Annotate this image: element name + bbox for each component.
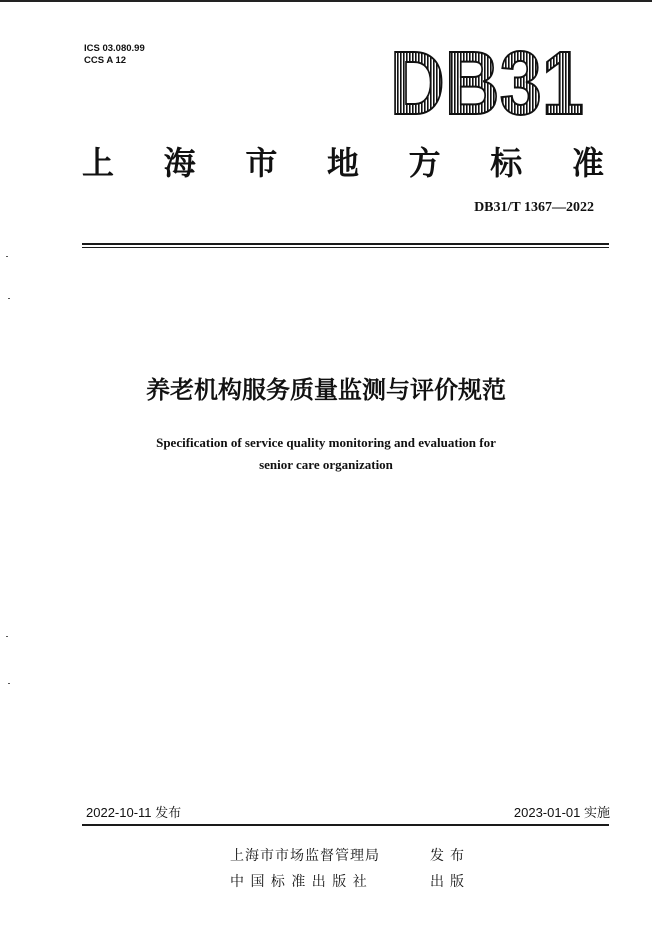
- db31-logo-text: DB31: [390, 34, 584, 134]
- db31-logo: [388, 34, 588, 134]
- scan-speck: [8, 683, 10, 684]
- english-title-line1: Specification of service quality monitoring and evaluation for: [156, 435, 496, 450]
- top-border: [0, 0, 652, 2]
- chinese-title: 养老机构服务质量监测与评价规范: [146, 376, 506, 404]
- classification-codes: [84, 43, 145, 67]
- title-char: 上: [82, 144, 115, 182]
- scan-speck: [6, 636, 8, 637]
- publisher-org: 中 国 标 准 出 版 社: [230, 874, 368, 890]
- header-divider: [82, 243, 609, 245]
- implementation-date: 2023-01-01 实施: [513, 805, 610, 820]
- publisher-row: [230, 843, 470, 869]
- title-char: 地: [326, 144, 359, 182]
- ccs-code: CCS A 12: [84, 55, 127, 66]
- scan-speck: [6, 256, 8, 257]
- publisher-block: [230, 843, 470, 895]
- title-char: 标: [490, 144, 523, 182]
- publisher-role: 出版: [430, 874, 470, 890]
- header-divider-thin: [82, 247, 609, 248]
- scan-speck: [8, 298, 10, 299]
- publisher-org: 上海市市场监督管理局: [230, 848, 380, 864]
- ics-code: ICS 03.080.99: [84, 43, 145, 54]
- standard-type-title: [82, 138, 604, 184]
- english-title: [0, 432, 652, 476]
- issue-date: 2022-10-11 发布: [86, 805, 182, 820]
- standard-number: DB31/T 1367—2022: [474, 200, 594, 215]
- title-char: 市: [245, 144, 278, 182]
- title-char: 准: [571, 144, 604, 182]
- footer-divider: [82, 824, 609, 826]
- publisher-row: [230, 869, 470, 895]
- english-title-line2: senior care organization: [259, 457, 393, 472]
- title-char: 方: [408, 144, 441, 182]
- title-char: 海: [163, 144, 196, 182]
- publisher-role: 发布: [430, 848, 470, 864]
